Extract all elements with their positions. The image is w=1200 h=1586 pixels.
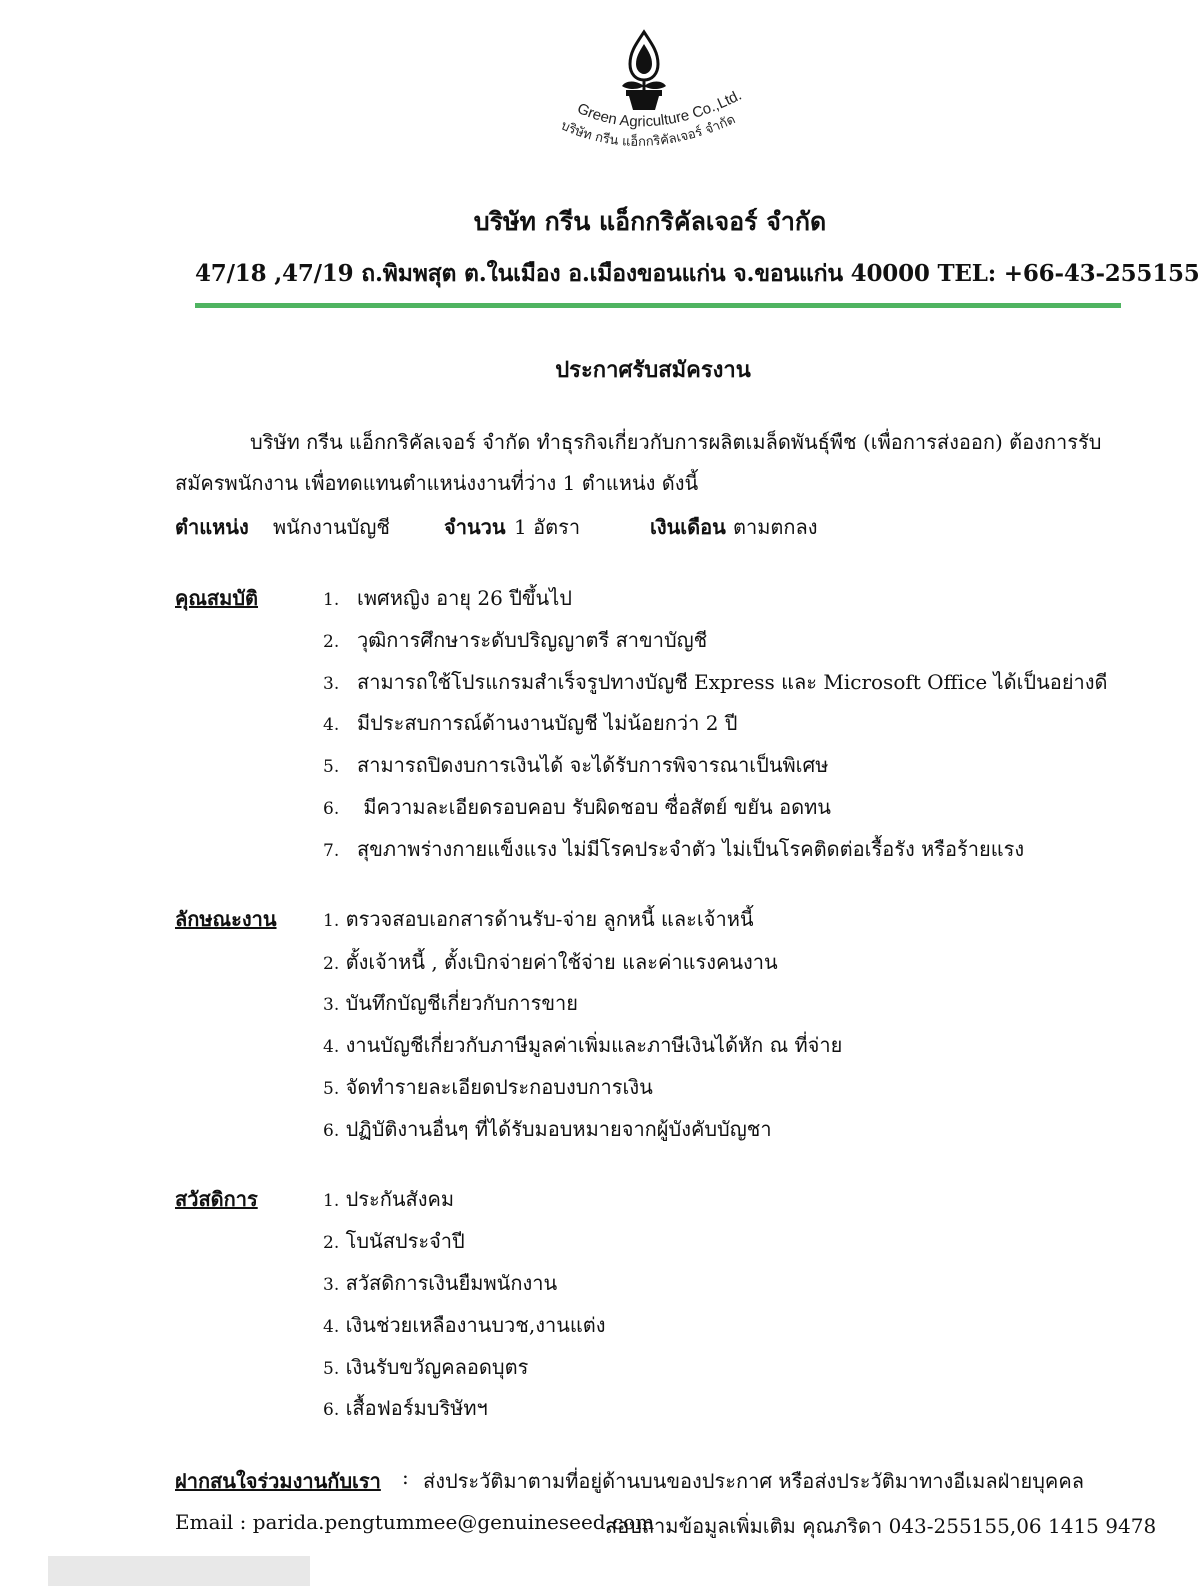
list-item: 2. โบนัสประจำปี: [323, 1229, 465, 1253]
list-item: 6. ปฏิบัติงานอื่นๆ ที่ได้รับมอบหมายจากผู้บังคับบัญชา: [323, 1117, 772, 1141]
position-label: ตำแหน่ง: [175, 515, 249, 539]
position-value: พนักงานบัญชี: [273, 515, 390, 539]
logo-thai-name: บริษัท กรีน แอ็กกริคัลเจอร์ จำกัด: [558, 112, 738, 150]
list-item: 4. มีประสบการณ์ด้านงานบัญชี ไม่น้อยกว่า 2 ปี: [323, 711, 738, 735]
company-logo: [540, 26, 780, 166]
benefits-heading: สวัสดิการ: [175, 1187, 258, 1211]
list-item: 1. เพศหญิง อายุ 26 ปีขึ้นไป: [323, 586, 572, 610]
intro-line-2: สมัครพนักงาน เพื่อทดแทนตำแหน่งงานที่ว่าง 1 ตำแหน่ง ดังนี้: [175, 471, 699, 495]
list-item: 2. วุฒิการศึกษาระดับปริญญาตรี สาขาบัญชี: [323, 628, 708, 652]
header-divider: [195, 303, 1121, 308]
contact-text: ส่งประวัติมาตามที่อยู่ด้านบนของประกาศ หรือส่งประวัติมาทางอีเมลฝ่ายบุคคล: [423, 1469, 1084, 1493]
contact-separator: :: [402, 1465, 409, 1489]
quantity-label: จำนวน: [444, 515, 506, 539]
company-address: 47/18 ,47/19 ถ.พิมพสุต ต.ในเมือง อ.เมืองขอนแก่น จ.ขอนแก่น 40000 TEL: +66-43-255155: [195, 260, 1200, 287]
salary-value: ตามตกลง: [733, 515, 818, 539]
quantity-value: 1 อัตรา: [514, 515, 581, 539]
list-item: 3. สามารถใช้โปรแกรมสำเร็จรูปทางบัญชี Express และ Microsoft Office ได้เป็นอย่างดี: [323, 670, 1108, 694]
intro-line-1: บริษัท กรีน แอ็กกริคัลเจอร์ จำกัด ทำธุรกิจเกี่ยวกับการผลิตเมล็ดพันธุ์พืช (เพื่อการส่งออก) ต้องการรับ: [250, 430, 1102, 454]
list-item: 6. เสื้อฟอร์มบริษัทฯ: [323, 1396, 488, 1420]
list-item: 6. มีความละเอียดรอบคอบ รับผิดชอบ ซื่อสัตย์ ขยัน อดทน: [323, 795, 831, 819]
list-item: 7. สุขภาพร่างกายแข็งแรง ไม่มีโรคประจำตัว ไม่เป็นโรคติดต่อเรื้อรัง หรือร้ายแรง: [323, 837, 1025, 861]
contact-inquiry: สอบถามข้อมูลเพิ่มเติม คุณภริดา 043-255155,06 1415 9478: [605, 1514, 1157, 1538]
list-item: 2. ตั้งเจ้าหนี้ , ตั้งเบิกจ่ายค่าใช้จ่าย และค่าแรงคนงาน: [323, 950, 778, 974]
page-footer-bar: [48, 1556, 310, 1586]
sprout-pot-icon: [540, 26, 780, 166]
company-name: บริษัท กรีน แอ็กกริคัลเจอร์ จำกัด: [473, 207, 827, 236]
list-item: 1. ประกันสังคม: [323, 1187, 455, 1211]
job-description-heading: ลักษณะงาน: [175, 907, 277, 931]
list-item: 3. บันทึกบัญชีเกี่ยวกับการขาย: [323, 991, 578, 1015]
contact-label: ฝากสนใจร่วมงานกับเรา: [175, 1469, 381, 1493]
list-item: 5. สามารถปิดงบการเงินได้ จะได้รับการพิจารณาเป็นพิเศษ: [323, 753, 829, 777]
announcement-title: ประกาศรับสมัครงาน: [555, 357, 751, 383]
salary-label: เงินเดือน: [650, 515, 726, 539]
contact-email[interactable]: Email : parida.pengtummee@genuineseed.com: [175, 1510, 655, 1534]
list-item: 5. จัดทำรายละเอียดประกอบงบการเงิน: [323, 1075, 653, 1099]
qualifications-heading: คุณสมบัติ: [175, 586, 259, 610]
list-item: 3. สวัสดิการเงินยืมพนักงาน: [323, 1271, 558, 1295]
list-item: 5. เงินรับขวัญคลอดบุตร: [323, 1355, 529, 1379]
list-item: 4. งานบัญชีเกี่ยวกับภาษีมูลค่าเพิ่มและภาษีเงินได้หัก ณ ที่จ่าย: [323, 1033, 843, 1057]
list-item: 4. เงินช่วยเหลืองานบวช,งานแต่ง: [323, 1313, 606, 1337]
logo-english-name: Green Agriculture Co.,Ltd.: [574, 86, 745, 131]
list-item: 1. ตรวจสอบเอกสารด้านรับ-จ่าย ลูกหนี้ และเจ้าหนี้: [323, 907, 754, 931]
